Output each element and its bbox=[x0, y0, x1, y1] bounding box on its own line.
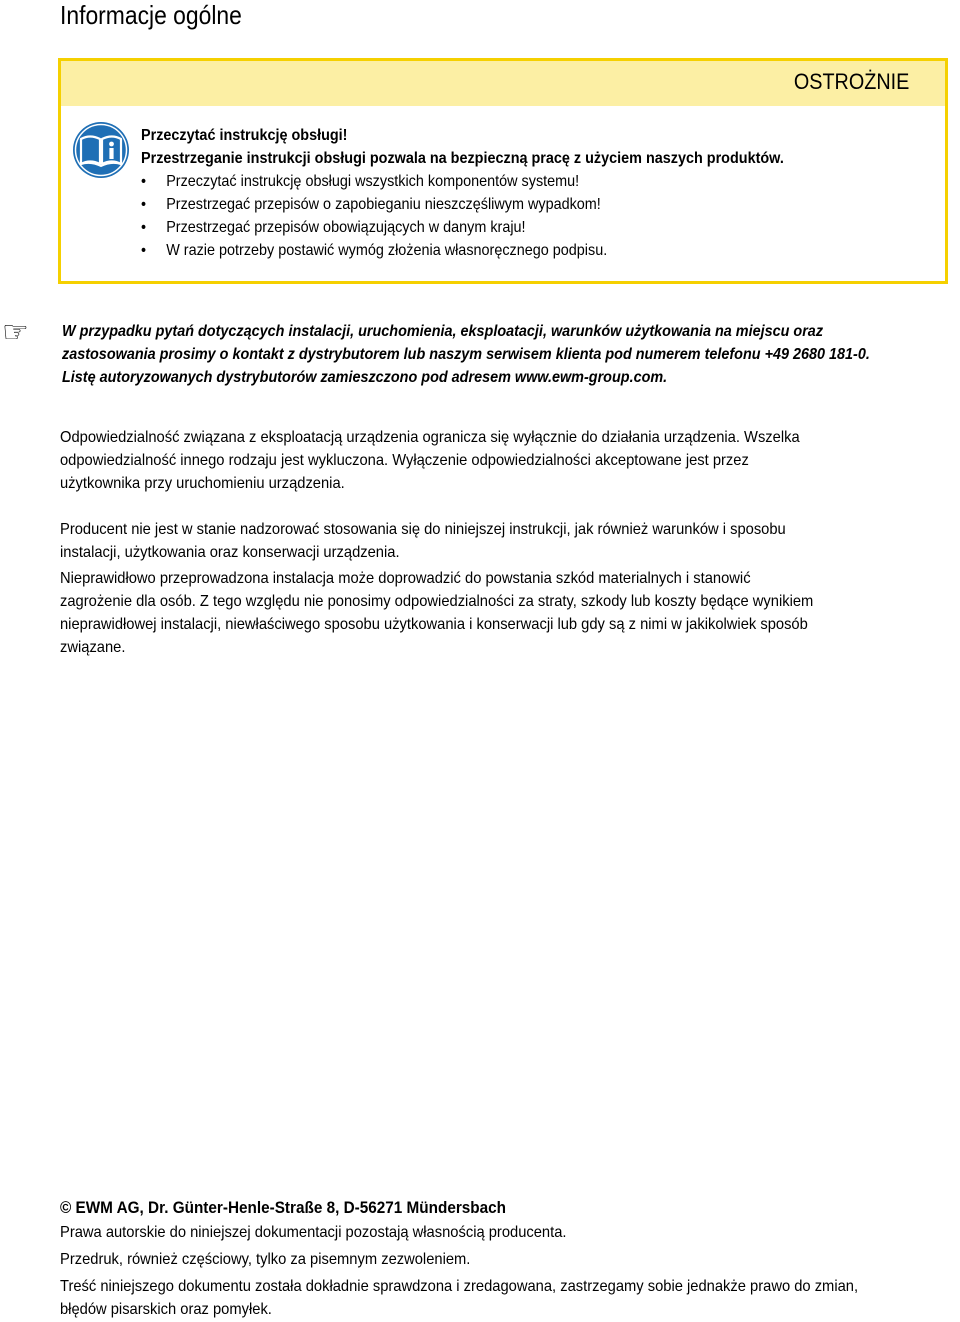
paragraph-line: nieprawidłowej instalacji, niewłaściwego sposobu użytkowania i konserwacji lub gdy są z nimi w jakikolwiek sposób bbox=[60, 616, 808, 633]
paragraph-line: zagrożenie dla osób. Z tego względu nie ponosimy odpowiedzialności za straty, szkody lub koszty będące wynikiem bbox=[60, 593, 814, 610]
copyright-reprint bbox=[60, 1248, 506, 1271]
paragraph-line: Odpowiedzialność związana z eksploatacją urządzenia ogranicza się wyłącznie do działania urządzenia. Wszelka bbox=[60, 429, 800, 446]
copyright-notice-line: Treść niniejszego dokumentu została dokładnie sprawdzona i zredagowana, zastrzegamy sobie jednakże prawo do zmian, bbox=[60, 1278, 859, 1295]
caution-bullet bbox=[141, 170, 856, 193]
caution-bullet-text: W razie potrzeby postawić wymóg złożenia własnoręcznego podpisu. bbox=[166, 242, 608, 259]
bullet-marker: • bbox=[141, 173, 147, 190]
caution-text bbox=[141, 124, 935, 262]
copyright-reprint-text: Przedruk, również częściowy, tylko za pisemnym zezwoleniem. bbox=[60, 1251, 471, 1268]
hint-line: Listę autoryzowanych dystrybutorów zamieszczono pod adresem www.ewm-group.com. bbox=[62, 369, 668, 386]
caution-bullet-text: Przestrzegać przepisów obowiązujących w danym kraju! bbox=[166, 219, 526, 236]
bullet-marker: • bbox=[141, 219, 147, 236]
caution-bullet bbox=[141, 216, 856, 239]
paragraph-line: związane. bbox=[60, 639, 126, 656]
copyright-notice bbox=[60, 1275, 927, 1321]
copyright-title: © EWM AG, Dr. Günter-Henle-Straße 8, D-56271 Mündersbach bbox=[60, 1198, 507, 1217]
paragraph-line: Nieprawidłowo przeprowadzona instalacja może doprowadzić do powstania szkód materialnych i stanowić bbox=[60, 570, 751, 587]
hint-line: zastosowania prosimy o kontakt z dystrybutorem lub naszym serwisem klienta pod numerem telefonu +49 2680 181-0. bbox=[62, 346, 870, 363]
caution-header: OSTROŻNIE bbox=[793, 69, 909, 94]
caution-heading: Przeczytać instrukcję obsługi! bbox=[141, 127, 348, 144]
copyright-rights bbox=[60, 1221, 611, 1244]
liability-paragraph bbox=[60, 426, 940, 495]
caution-bullet bbox=[141, 239, 856, 262]
caution-bullet bbox=[141, 193, 856, 216]
pointing-hand-icon: ☞ bbox=[2, 316, 29, 349]
caution-statement: Przestrzeganie instrukcji obsługi pozwala na bezpieczną pracę z użyciem naszych produktów. bbox=[141, 150, 784, 167]
installation-paragraph bbox=[60, 567, 940, 659]
hint-text bbox=[62, 320, 952, 389]
paragraph-line: Producent nie jest w stanie nadzorować stosowania się do niniejszej instrukcji, jak również warunków i sposobu bbox=[60, 521, 786, 538]
caution-box bbox=[58, 58, 948, 284]
caution-content bbox=[61, 106, 945, 281]
copyright-notice-line: błędów pisarskich oraz pomyłek. bbox=[60, 1301, 272, 1318]
paragraph-line: odpowiedzialność innego rodzaju jest wykluczona. Wyłączenie odpowiedzialności akceptowane jest przez bbox=[60, 452, 749, 469]
paragraph-line: instalacji, użytkowania oraz konserwacji urządzenia. bbox=[60, 544, 400, 561]
paragraph-line: użytkownika przy uruchomieniu urządzenia. bbox=[60, 475, 345, 492]
manual-info-icon bbox=[71, 120, 131, 180]
manufacturer-paragraph bbox=[60, 518, 940, 564]
bullet-marker: • bbox=[141, 196, 147, 213]
hint-line: W przypadku pytań dotyczących instalacji, uruchomienia, eksploatacji, warunków użytkowania na miejscu oraz bbox=[62, 323, 824, 340]
caution-bullet-text: Przestrzegać przepisów o zapobieganiu nieszczęśliwym wypadkom! bbox=[166, 196, 601, 213]
bullet-marker: • bbox=[141, 242, 147, 259]
copyright-rights-text: Prawa autorskie do niniejszej dokumentacji pozostają własnością producenta. bbox=[60, 1224, 567, 1241]
page-title: Informacje ogólne bbox=[60, 0, 242, 30]
caution-bullet-text: Przeczytać instrukcję obsługi wszystkich komponentów systemu! bbox=[166, 173, 580, 190]
